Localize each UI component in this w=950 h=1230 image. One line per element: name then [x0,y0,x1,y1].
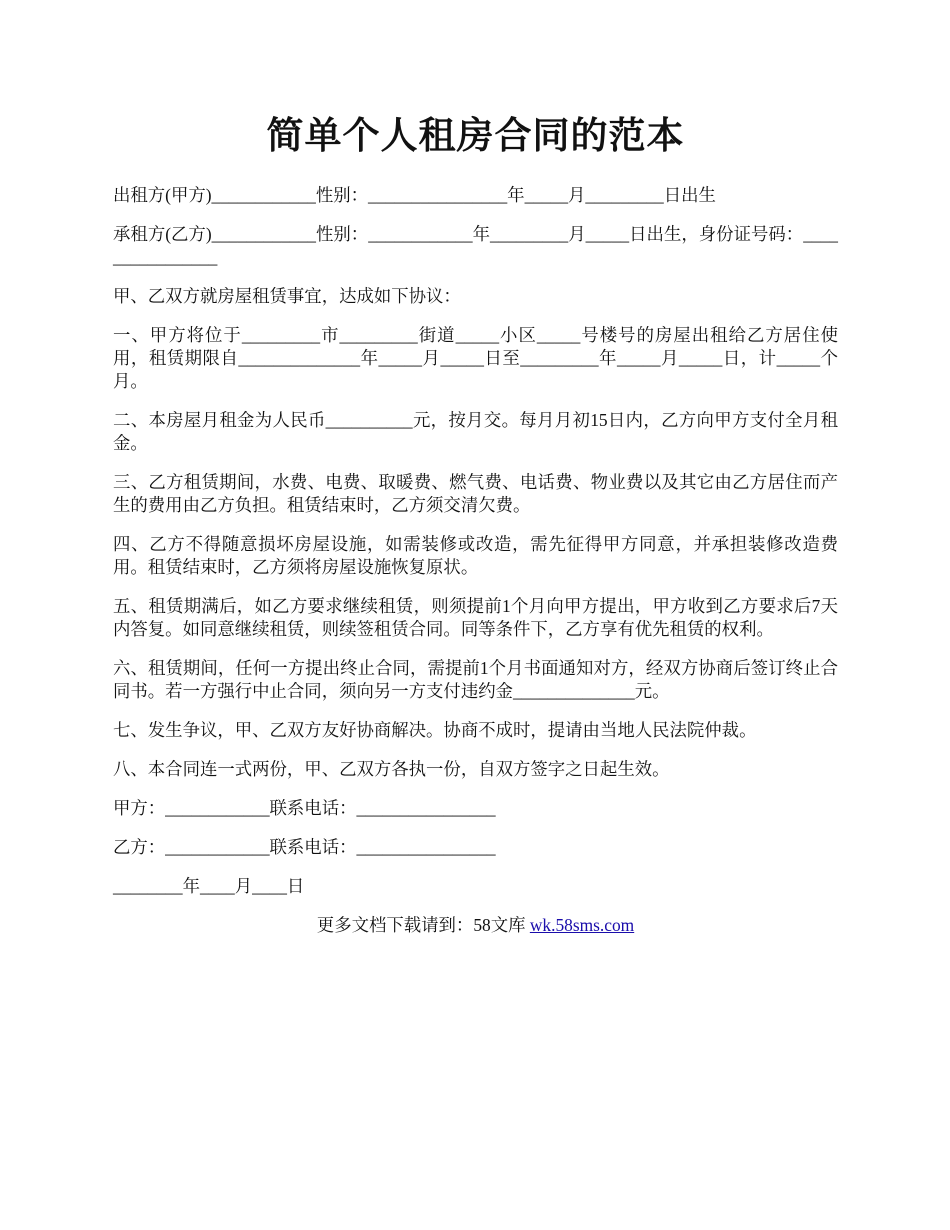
party-b-signature: 乙方：____________联系电话：________________ [113,837,496,857]
party-a-signature: 甲方：____________联系电话：________________ [113,798,496,818]
download-footer [113,914,838,937]
signing-date: ________年____月____日 [113,876,305,896]
footer-link[interactable]: wk.58sms.com [529,915,635,935]
lessor-info: 出租方(甲方)____________性别：________________年_____月_________日出生 [113,185,716,205]
clause-1: 一、甲方将位于_________市_________街道_____小区_____号楼号的房屋出租给乙方居住使用，租赁期限自______________年_____月_____日至_________年_____月_____日，计_____个月。 [113,325,838,391]
clause-3: 三、乙方租赁期间，水费、电费、取暖费、燃气费、电话费、物业费以及其它由乙方居住而产生的费用由乙方负担。租赁结束时，乙方须交清欠费。 [113,472,838,515]
footer-text: 更多文档下载请到：58文库 [316,915,530,935]
clause-7: 七、发生争议，甲、乙双方友好协商解决。协商不成时，提请由当地人民法院仲裁。 [113,720,757,740]
clause-4: 四、乙方不得随意损坏房屋设施，如需装修或改造，需先征得甲方同意，并承担装修改造费用。租赁结束时，乙方须将房屋设施恢复原状。 [113,534,838,577]
agreement-intro: 甲、乙双方就房屋租赁事宜，达成如下协议： [113,286,461,306]
clause-6: 六、租赁期间，任何一方提出终止合同，需提前1个月书面通知对方，经双方协商后签订终止合同书。若一方强行中止合同，须向另一方支付违约金______________元。 [113,658,838,701]
document-title: 简单个人租房合同的范本 [266,116,685,157]
clause-8: 八、本合同连一式两份，甲、乙双方各执一份，自双方签字之日起生效。 [113,759,670,779]
clause-2: 二、本房屋月租金为人民币__________元，按月交。每月月初15日内，乙方向甲方支付全月租金。 [113,410,838,453]
clause-5: 五、租赁期满后，如乙方要求继续租赁，则须提前1个月向甲方提出，甲方收到乙方要求后7天内答复。如同意继续租赁，则续签租赁合同。同等条件下，乙方享有优先租赁的权利。 [113,596,838,639]
lessee-info: 承租方(乙方)____________性别：____________年_________月_____日出生，身份证号码：________________ [113,224,838,267]
